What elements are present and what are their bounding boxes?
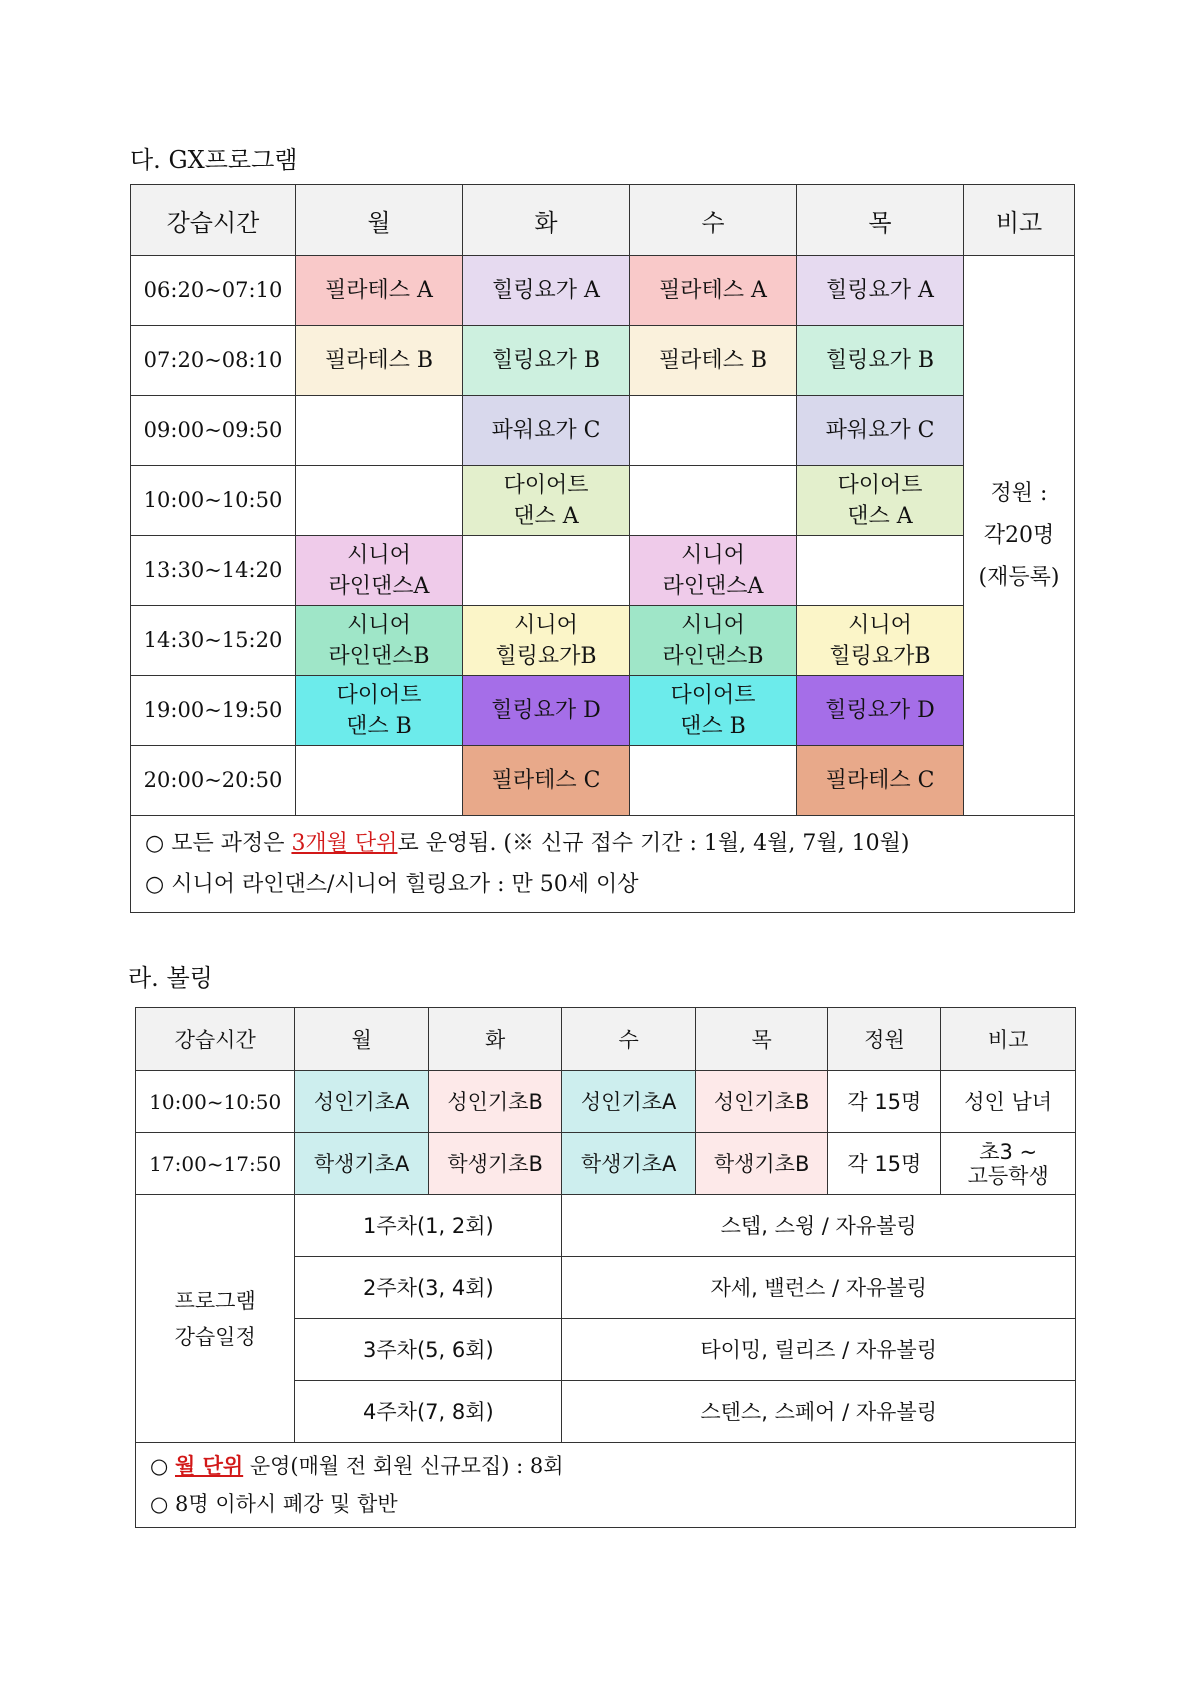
gx-class-name: 시니어 [848,612,912,638]
gx-class-name: 필라테스 B [658,348,768,373]
gx-footer-suffix: 로 운영됨. (※ 신규 접수 기간 : 1월, 4월, 7월, 10월) [397,831,910,856]
gx-time-cell: 09:00~09:50 [131,396,296,466]
gx-note-line: (재등록) [978,564,1060,590]
bowling-header-capacity: 정원 [828,1008,941,1071]
bowling-content-cell: 스텐스, 스페어 / 자유볼링 [562,1381,1076,1443]
gx-footer-row [131,816,1075,913]
gx-row [131,466,1075,536]
gx-header-wed: 수 [630,185,797,256]
bowling-class-cell: 학생기초A [562,1133,696,1195]
bowling-class-cell: 성인기초B [428,1071,562,1133]
bowling-capacity-cell: 각 15명 [828,1133,941,1195]
gx-note-line: 정원 : [990,480,1048,506]
bowling-footer-prefix: ○ [150,1454,175,1478]
gx-header-tue: 화 [463,185,630,256]
bowling-schedule-row [136,1195,1076,1257]
gx-class-cell [296,466,463,536]
gx-class-name: 시니어 [514,612,578,638]
gx-class-cell [630,466,797,536]
gx-class-name-line-2: 힐링요가B [495,643,597,669]
gx-class-cell [797,606,964,676]
gx-class-name: 필라테스 B [324,348,434,373]
bowling-class-cell: 성인기초A [295,1071,429,1133]
gx-footer-prefix: ○ 모든 과정은 [145,831,292,856]
gx-row [131,606,1075,676]
bowling-content-cell: 스텝, 스윙 / 자유볼링 [562,1195,1076,1257]
bowling-time-cell: 10:00~10:50 [136,1071,295,1133]
gx-class-cell [463,676,630,746]
gx-class-name-line-2: 댄스 B [680,713,746,739]
gx-class-name-line-2: 댄스 B [346,713,412,739]
bowling-class-cell: 학생기초A [295,1133,429,1195]
gx-class-cell [296,396,463,466]
gx-class-cell [797,256,964,326]
gx-class-name-line-2: 댄스 A [513,503,579,529]
bowling-remark-line-2: 고등학생 [967,1163,1049,1188]
gx-class-name: 파워요가 C [825,418,935,443]
gx-class-cell [463,396,630,466]
gx-class-cell [296,536,463,606]
gx-class-cell [463,466,630,536]
gx-class-cell [630,256,797,326]
gx-row [131,326,1075,396]
bowling-row [136,1071,1076,1133]
bowling-class-cell: 학생기초B [428,1133,562,1195]
bowling-row [136,1133,1076,1195]
gx-class-cell [797,326,964,396]
gx-footer-notes [131,816,1075,913]
bowling-header-wed: 수 [562,1008,696,1071]
gx-footer-line-2: ○ 시니어 라인댄스/시니어 힐링요가 : 만 50세 이상 [145,872,639,897]
gx-row [131,536,1075,606]
gx-class-name: 시니어 [347,542,411,568]
gx-class-cell [630,676,797,746]
gx-class-name: 힐링요가 D [491,698,601,723]
bowling-section-heading: 라. 볼링 [128,964,213,992]
gx-class-name: 힐링요가 A [492,278,600,303]
bowling-header-tue: 화 [428,1008,562,1071]
gx-class-name: 시니어 [681,542,745,568]
gx-class-name-line-2: 라인댄스B [662,643,764,669]
bowling-header-thu: 목 [695,1008,827,1071]
gx-class-cell [296,326,463,396]
bowling-header-note: 비고 [941,1008,1076,1071]
gx-time-cell: 14:30~15:20 [131,606,296,676]
gx-class-cell [463,326,630,396]
bowling-footer-row [136,1443,1076,1528]
gx-class-name: 필라테스 C [825,768,935,793]
gx-header-time: 강습시간 [131,185,296,256]
gx-class-cell [630,606,797,676]
bowling-week-cell: 4주차(7, 8회) [295,1381,562,1443]
bowling-footer-suffix: 운영(매월 전 회원 신규모집) : 8회 [243,1454,564,1478]
gx-class-cell [797,396,964,466]
bowling-schedule-label [136,1195,295,1443]
gx-class-name: 파워요가 C [491,418,601,443]
bowling-footer-highlight: 월 단위 [175,1454,244,1478]
gx-time-cell: 06:20~07:10 [131,256,296,326]
bowling-header-mon: 월 [295,1008,429,1071]
gx-class-name: 다이어트 [503,472,589,498]
gx-class-cell [463,746,630,816]
gx-class-cell [797,676,964,746]
gx-class-name-line-2: 댄스 A [847,503,913,529]
bowling-class-cell: 성인기초B [695,1071,827,1133]
gx-row [131,396,1075,466]
bowling-footer-line-1 [150,1447,1075,1485]
gx-class-cell [797,746,964,816]
bowling-content-cell: 타이밍, 릴리즈 / 자유볼링 [562,1319,1076,1381]
gx-class-cell [630,536,797,606]
gx-row [131,676,1075,746]
gx-time-cell: 07:20~08:10 [131,326,296,396]
bowling-remark-cell [941,1133,1076,1195]
gx-header-note: 비고 [964,185,1075,256]
bowling-class-cell: 성인기초A [562,1071,696,1133]
gx-class-cell [630,746,797,816]
gx-class-cell [296,746,463,816]
bowling-remark-line: 성인 남녀 [964,1089,1053,1114]
gx-class-name-line-2: 라인댄스A [662,573,764,599]
gx-class-cell [630,396,797,466]
gx-class-name: 필라테스 C [491,768,601,793]
gx-class-name-line-2: 라인댄스B [328,643,430,669]
gx-footer-line-1 [145,823,1074,864]
bowling-week-cell: 2주차(3, 4회) [295,1257,562,1319]
gx-time-cell: 19:00~19:50 [131,676,296,746]
gx-class-name-line-2: 라인댄스A [328,573,430,599]
gx-footer-highlight: 3개월 단위 [291,831,398,856]
gx-section-heading: 다. GX프로그램 [130,146,298,174]
bowling-week-cell: 3주차(5, 6회) [295,1319,562,1381]
bowling-remark-line: 초3 ~ [979,1139,1038,1164]
gx-row [131,746,1075,816]
gx-class-cell [296,676,463,746]
gx-class-name: 시니어 [347,612,411,638]
gx-class-name: 다이어트 [670,682,756,708]
bowling-footer-notes [136,1443,1076,1528]
gx-capacity-note [964,256,1075,816]
gx-header-row [131,185,1075,256]
gx-class-cell [797,536,964,606]
gx-class-name-line-2: 힐링요가B [829,643,931,669]
gx-class-cell [630,326,797,396]
bowling-header-row [136,1008,1076,1071]
bowling-header-time: 강습시간 [136,1008,295,1071]
bowling-schedule-table [135,1007,1076,1528]
bowling-time-cell: 17:00~17:50 [136,1133,295,1195]
gx-time-cell: 20:00~20:50 [131,746,296,816]
gx-class-name: 힐링요가 D [825,698,935,723]
gx-schedule-table [130,184,1075,913]
schedule-label-line-1: 프로그램 [174,1288,256,1313]
gx-class-name: 힐링요가 B [825,348,935,373]
gx-class-name: 힐링요가 B [491,348,601,373]
gx-class-name: 필라테스 A [659,278,767,303]
gx-row [131,256,1075,326]
gx-class-cell [296,606,463,676]
bowling-remark-cell [941,1071,1076,1133]
gx-class-cell [797,466,964,536]
gx-class-name: 다이어트 [837,472,923,498]
gx-note-line: 각20명 [983,522,1055,548]
gx-class-name: 필라테스 A [325,278,433,303]
bowling-footer-line-2: ○ 8명 이하시 폐강 및 합반 [150,1492,398,1516]
gx-class-cell [463,536,630,606]
gx-class-cell [463,606,630,676]
bowling-week-cell: 1주차(1, 2회) [295,1195,562,1257]
schedule-label-line-2: 강습일정 [174,1324,256,1349]
gx-header-mon: 월 [296,185,463,256]
gx-header-thu: 목 [797,185,964,256]
gx-class-name: 시니어 [681,612,745,638]
gx-class-name: 다이어트 [336,682,422,708]
bowling-content-cell: 자세, 밸런스 / 자유볼링 [562,1257,1076,1319]
bowling-capacity-cell: 각 15명 [828,1071,941,1133]
gx-time-cell: 13:30~14:20 [131,536,296,606]
gx-class-cell [296,256,463,326]
bowling-class-cell: 학생기초B [695,1133,827,1195]
gx-class-cell [463,256,630,326]
gx-time-cell: 10:00~10:50 [131,466,296,536]
gx-class-name: 힐링요가 A [826,278,934,303]
